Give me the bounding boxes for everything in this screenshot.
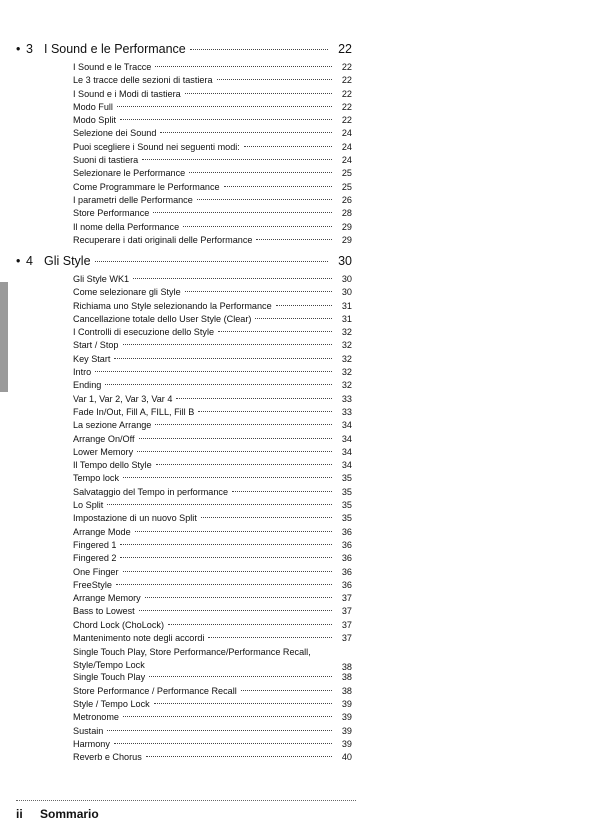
entry-page: 35: [341, 486, 352, 497]
dot-leader: [95, 261, 328, 262]
toc-entry[interactable]: [73, 222, 352, 235]
entry-page: 22: [341, 75, 352, 86]
toc-entry[interactable]: [73, 115, 352, 128]
toc-entry[interactable]: [73, 726, 352, 739]
dot-leader: [123, 571, 333, 572]
entry-page: 40: [341, 752, 352, 763]
entry-label: Single Touch Play: [73, 672, 146, 683]
entry-label: Store Performance / Performance Recall: [73, 685, 237, 696]
toc-entry[interactable]: [73, 407, 352, 420]
dot-leader: [155, 424, 332, 425]
dot-leader: [95, 371, 332, 372]
entry-label: Modo Split: [73, 115, 116, 126]
dot-leader: [107, 730, 332, 731]
entry-page: 35: [341, 500, 352, 511]
toc-entry[interactable]: [73, 686, 352, 699]
dot-leader: [105, 384, 332, 385]
dot-leader: [120, 557, 332, 558]
dot-leader: [197, 199, 332, 200]
dot-leader: [123, 716, 332, 717]
entry-label: Il Tempo dello Style: [73, 460, 152, 471]
toc-entry[interactable]: [73, 168, 352, 181]
dot-leader: [145, 597, 332, 598]
dot-leader: [117, 106, 332, 107]
entry-page: 35: [341, 513, 352, 524]
entry-label: Var 1, Var 2, Var 3, Var 4: [73, 393, 173, 404]
toc-entry[interactable]: [73, 420, 352, 433]
entry-page: 39: [341, 698, 352, 709]
dot-leader: [185, 93, 332, 94]
dot-leader: [139, 438, 333, 439]
dot-leader: [120, 544, 332, 545]
entry-page: 28: [341, 208, 352, 219]
toc-entry[interactable]: [73, 274, 352, 287]
dot-leader: [135, 531, 332, 532]
dot-leader: [155, 66, 332, 67]
page-footer: [16, 807, 99, 821]
section-bullet: •: [16, 254, 21, 268]
toc-entry[interactable]: [73, 287, 352, 300]
toc-entry[interactable]: [73, 75, 352, 88]
entry-page: 31: [341, 300, 352, 311]
entry-page: 32: [341, 340, 352, 351]
section-heading[interactable]: [16, 254, 352, 274]
dot-leader: [133, 278, 332, 279]
entry-page: 25: [341, 168, 352, 179]
toc-entry[interactable]: [73, 593, 352, 606]
entry-label: Lower Memory: [73, 446, 134, 457]
toc-entry[interactable]: [73, 606, 352, 619]
entry-page: 36: [341, 539, 352, 550]
entry-label: Style / Tempo Lock: [73, 698, 150, 709]
entry-page: 34: [341, 446, 352, 457]
toc-entry[interactable]: [73, 380, 352, 393]
toc-entry[interactable]: [73, 739, 352, 752]
entry-label: I parametri delle Performance: [73, 194, 193, 205]
toc-entry[interactable]: [73, 500, 352, 513]
dot-leader: [149, 676, 332, 677]
dot-leader: [146, 756, 332, 757]
entry-label: Arrange On/Off: [73, 433, 135, 444]
toc-entry[interactable]: [73, 195, 352, 208]
entry-label: Lo Split: [73, 500, 104, 511]
dot-leader: [142, 159, 332, 160]
entry-page: 26: [341, 194, 352, 205]
entry-label: I Controlli di esecuzione dello Style: [73, 327, 215, 338]
dot-leader: [232, 491, 332, 492]
dot-leader: [189, 172, 332, 173]
section-heading[interactable]: [16, 42, 352, 62]
section-page: 30: [338, 254, 352, 268]
toc-entry[interactable]: [73, 447, 352, 460]
toc-entry[interactable]: [73, 646, 352, 672]
dot-leader: [107, 504, 332, 505]
section-number: 3: [26, 42, 33, 56]
entry-page: 38: [341, 662, 352, 673]
entry-page: 36: [341, 553, 352, 564]
entry-page: 34: [341, 433, 352, 444]
toc-entry[interactable]: [73, 633, 352, 646]
entry-page: 36: [341, 526, 352, 537]
dot-leader: [183, 226, 332, 227]
toc-entry[interactable]: [73, 102, 352, 115]
dot-leader: [137, 451, 332, 452]
toc-entry[interactable]: [73, 235, 352, 248]
entry-page: 29: [341, 234, 352, 245]
entry-label: I Sound e i Modi di tastiera: [73, 88, 181, 99]
entry-page: 34: [341, 420, 352, 431]
dot-leader: [208, 637, 332, 638]
toc-entry[interactable]: [73, 672, 352, 685]
entry-label: One Finger: [73, 566, 119, 577]
entry-page: 24: [341, 141, 352, 152]
footer-page-number: ii: [16, 807, 23, 821]
toc-entry[interactable]: [73, 367, 352, 380]
entry-page: 32: [341, 353, 352, 364]
entry-label: Store Performance: [73, 208, 150, 219]
entry-page: 36: [341, 566, 352, 577]
entry-label: Fingered 1: [73, 539, 117, 550]
entry-page: 32: [341, 367, 352, 378]
entry-label: Il nome della Performance: [73, 221, 180, 232]
section-title: I Sound e le Performance: [44, 42, 186, 56]
toc-entry[interactable]: [73, 553, 352, 566]
toc-entry[interactable]: [73, 142, 352, 155]
toc-entry[interactable]: [73, 712, 352, 725]
entry-page: 24: [341, 155, 352, 166]
dot-leader: [120, 119, 332, 120]
dot-leader: [241, 690, 332, 691]
dot-leader: [114, 358, 332, 359]
footer-title: Sommario: [40, 807, 99, 821]
dot-leader: [255, 318, 332, 319]
entry-page: 37: [341, 619, 352, 630]
entry-page: 22: [341, 62, 352, 72]
entry-label: Fingered 2: [73, 553, 117, 564]
dot-leader: [139, 610, 332, 611]
entry-label: Selezione dei Sound: [73, 128, 157, 139]
dot-leader: [123, 477, 332, 478]
entry-page: 22: [341, 115, 352, 126]
entry-label: Tempo lock: [73, 473, 119, 484]
entry-label: Le 3 tracce delle sezioni di tastiera: [73, 75, 213, 86]
toc-section-3: [16, 42, 352, 248]
entry-page: 33: [341, 406, 352, 417]
dot-leader: [116, 584, 332, 585]
entry-label: Puoi scegliere i Sound nei seguenti modi:: [73, 141, 240, 152]
entry-page: 39: [341, 738, 352, 749]
toc-entry[interactable]: [73, 460, 352, 473]
toc-entry[interactable]: [73, 752, 352, 765]
toc-entry[interactable]: [73, 620, 352, 633]
toc-entry[interactable]: [73, 62, 352, 75]
entry-label: Reverb e Chorus: [73, 752, 142, 763]
dot-leader: [190, 49, 328, 50]
entry-label: I Sound e le Tracce: [73, 62, 152, 72]
toc-entry[interactable]: [73, 567, 352, 580]
entry-page: 39: [341, 725, 352, 736]
section-entries: [73, 274, 352, 765]
entry-label: Key Start: [73, 353, 111, 364]
entry-page: 31: [341, 313, 352, 324]
entry-page: 38: [341, 685, 352, 696]
dot-leader: [224, 186, 332, 187]
entry-page: 37: [341, 633, 352, 644]
entry-label: Modo Full: [73, 101, 113, 112]
section-bullet: •: [16, 42, 21, 56]
toc-entry[interactable]: [73, 473, 352, 486]
dot-leader: [154, 703, 332, 704]
dot-leader: [185, 291, 332, 292]
entry-page: 37: [341, 593, 352, 604]
dot-leader: [244, 146, 332, 147]
page-edge-marker: [0, 282, 8, 392]
footer-divider: [16, 800, 356, 801]
entry-page: 37: [341, 606, 352, 617]
toc-entry[interactable]: [73, 208, 352, 221]
dot-leader: [156, 464, 332, 465]
entry-page: 24: [341, 128, 352, 139]
toc-entry[interactable]: [73, 314, 352, 327]
entry-label: Start / Stop: [73, 340, 119, 351]
dot-leader: [217, 79, 332, 80]
dot-leader: [176, 398, 332, 399]
entry-label: Gli Style WK1: [73, 274, 130, 284]
entry-label: Mantenimento note degli accordi: [73, 633, 205, 644]
section-entries: [73, 62, 352, 248]
entry-page: 29: [341, 221, 352, 232]
toc-entry[interactable]: [73, 540, 352, 553]
entry-label: Richiama uno Style selezionando la Performance: [73, 300, 272, 311]
entry-label: Ending: [73, 380, 102, 391]
toc-entry[interactable]: [73, 301, 352, 314]
entry-label: Sustain: [73, 725, 104, 736]
entry-label: Fade In/Out, Fill A, FILL, Fill B: [73, 406, 195, 417]
toc-entry[interactable]: [73, 128, 352, 141]
entry-label: Salvataggio del Tempo in performance: [73, 486, 229, 497]
entry-page: 32: [341, 327, 352, 338]
entry-label: Suoni di tastiera: [73, 155, 139, 166]
dot-leader: [153, 212, 332, 213]
entry-page: 34: [341, 460, 352, 471]
toc-entry[interactable]: [73, 487, 352, 500]
entry-label: Arrange Mode: [73, 526, 131, 537]
entry-label: Selezionare le Performance: [73, 168, 186, 179]
entry-page: 32: [341, 380, 352, 391]
toc-entry[interactable]: [73, 394, 352, 407]
entry-label: FreeStyle: [73, 579, 112, 590]
toc-entry[interactable]: [73, 354, 352, 367]
toc-section-4: [16, 254, 352, 765]
section-title: Gli Style: [44, 254, 91, 268]
entry-label: Come Programmare le Performance: [73, 181, 220, 192]
entry-page: 36: [341, 579, 352, 590]
toc-entry[interactable]: [73, 340, 352, 353]
entry-label: Recuperare i dati originali delle Performance: [73, 234, 253, 245]
entry-label: Arrange Memory: [73, 593, 141, 604]
dot-leader: [218, 331, 332, 332]
toc-entry[interactable]: [73, 434, 352, 447]
entry-page: 35: [341, 473, 352, 484]
toc-entry[interactable]: [73, 155, 352, 168]
entry-label: Metronome: [73, 712, 119, 723]
dot-leader: [160, 132, 332, 133]
section-page: 22: [338, 42, 352, 56]
entry-label: Impostazione di un nuovo Split: [73, 513, 197, 524]
toc-entry[interactable]: [73, 182, 352, 195]
entry-label: Intro: [73, 367, 92, 378]
entry-label: Come selezionare gli Style: [73, 287, 181, 298]
toc-entry[interactable]: [73, 580, 352, 593]
entry-page: 38: [341, 672, 352, 683]
entry-page: 33: [341, 393, 352, 404]
dot-leader: [114, 743, 332, 744]
dot-leader: [276, 305, 332, 306]
toc-entry[interactable]: [73, 327, 352, 340]
toc-entry[interactable]: [73, 513, 352, 526]
dot-leader: [201, 517, 332, 518]
toc-entry[interactable]: [73, 527, 352, 540]
dot-leader: [256, 239, 332, 240]
dot-leader: [198, 411, 332, 412]
dot-leader: [123, 344, 333, 345]
entry-label: Single Touch Play, Store Performance/Performance Recall, Style/Tempo Lock: [73, 647, 311, 671]
entry-page: 22: [341, 88, 352, 99]
entry-label: Chord Lock (ChoLock): [73, 619, 164, 630]
dot-leader: [168, 624, 332, 625]
entry-page: 39: [341, 712, 352, 723]
toc-entry[interactable]: [73, 89, 352, 102]
entry-page: 25: [341, 181, 352, 192]
entry-page: 30: [341, 287, 352, 298]
entry-label: Bass to Lowest: [73, 606, 135, 617]
entry-label: La sezione Arrange: [73, 420, 152, 431]
section-number: 4: [26, 254, 33, 268]
entry-page: 30: [341, 274, 352, 284]
entry-page: 22: [341, 101, 352, 112]
toc-entry[interactable]: [73, 699, 352, 712]
entry-label: Cancellazione totale dello User Style (Clear): [73, 313, 252, 324]
entry-label: Harmony: [73, 738, 110, 749]
